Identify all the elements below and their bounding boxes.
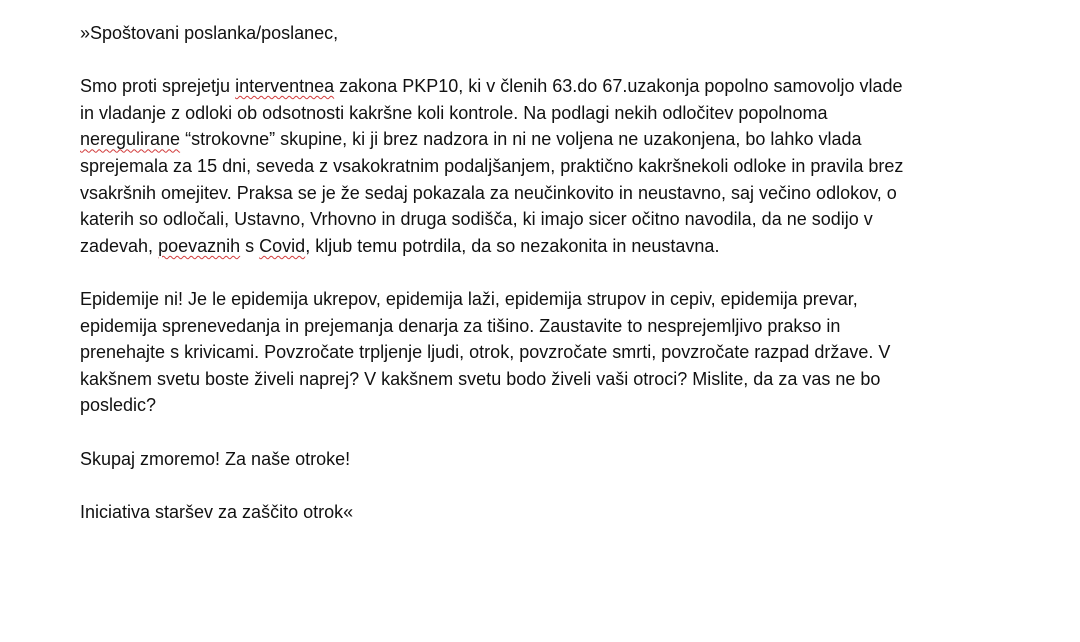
misspelled-word[interactable]: neregulirane [80, 129, 181, 150]
signature [80, 499, 1040, 526]
text-run: , kljub temu potrdila, da so nezakonita in neustavna. [305, 235, 720, 256]
text-line: in vladanje z odloki ob odsotnosti kakršne koli kontrole. Na podlagi nekih odločitev popolnoma [80, 102, 828, 123]
text-line: prenehajte s krivicami. Povzročate trpljenje ljudi, otrok, povzročate smrti, povzročate razpad države. V [80, 342, 891, 363]
text-line: katerih so odločali, Ustavno, Vrhovno in druga sodišča, ki imajo sicer očitno navodila, da ne sodijo v [80, 209, 873, 230]
text-run: zakona PKP10, ki v členih 63.do 67.uzakonja popolno samovoljo vlade [334, 76, 903, 97]
text-line [80, 233, 1040, 260]
greeting-text: »Spoštovani poslanka/poslanec, [80, 23, 339, 43]
text-line: vsakršnih omejitev. Praksa se je že sedaj pokazala za neučinkovito in neustavno, saj večino odlokov, o [80, 182, 897, 203]
text-run: zadevah, [80, 235, 159, 256]
text-run: “strokovne” skupine, ki ji brez nadzora in ni ne voljena ne uzakonjena, bo lahko vlada [180, 129, 862, 150]
text-line: kakšnem svetu boste živeli naprej? V kakšnem svetu bodo živeli vaši otroci? Mislite, da za vas ne bo [80, 368, 881, 389]
text-line: sprejemala za 15 dni, seveda z vsakokratnim podaljšanjem, praktično kakršnekoli odloke in pravila brez [80, 155, 904, 176]
paragraph-law-objection [80, 73, 1040, 259]
misspelled-word[interactable]: interventnea [235, 76, 335, 97]
text-line: Epidemije ni! Je le epidemija ukrepov, epidemija laži, epidemija strupov in cepiv, epidemija prevar, [80, 288, 858, 309]
text-line [80, 126, 1040, 153]
text-run: Smo proti sprejetju [80, 76, 236, 97]
misspelled-word[interactable]: poevaznih [158, 235, 241, 256]
misspelled-word[interactable]: Covid [259, 235, 306, 256]
paragraph-epidemic [80, 286, 1040, 419]
document-body[interactable] [80, 20, 1040, 552]
greeting [80, 20, 1040, 47]
text-line: posledic? [80, 395, 157, 416]
signature-text: Iniciativa staršev za zaščito otrok« [80, 501, 354, 522]
text-line: epidemija sprenevedanja in prejemanja denarja za tišino. Zaustavite to nesprejemljivo prakso in [80, 315, 841, 336]
text-line [80, 73, 1040, 100]
slogan [80, 446, 1040, 473]
text-run: s [240, 235, 260, 256]
slogan-text: Skupaj zmoremo! Za naše otroke! [80, 448, 351, 469]
